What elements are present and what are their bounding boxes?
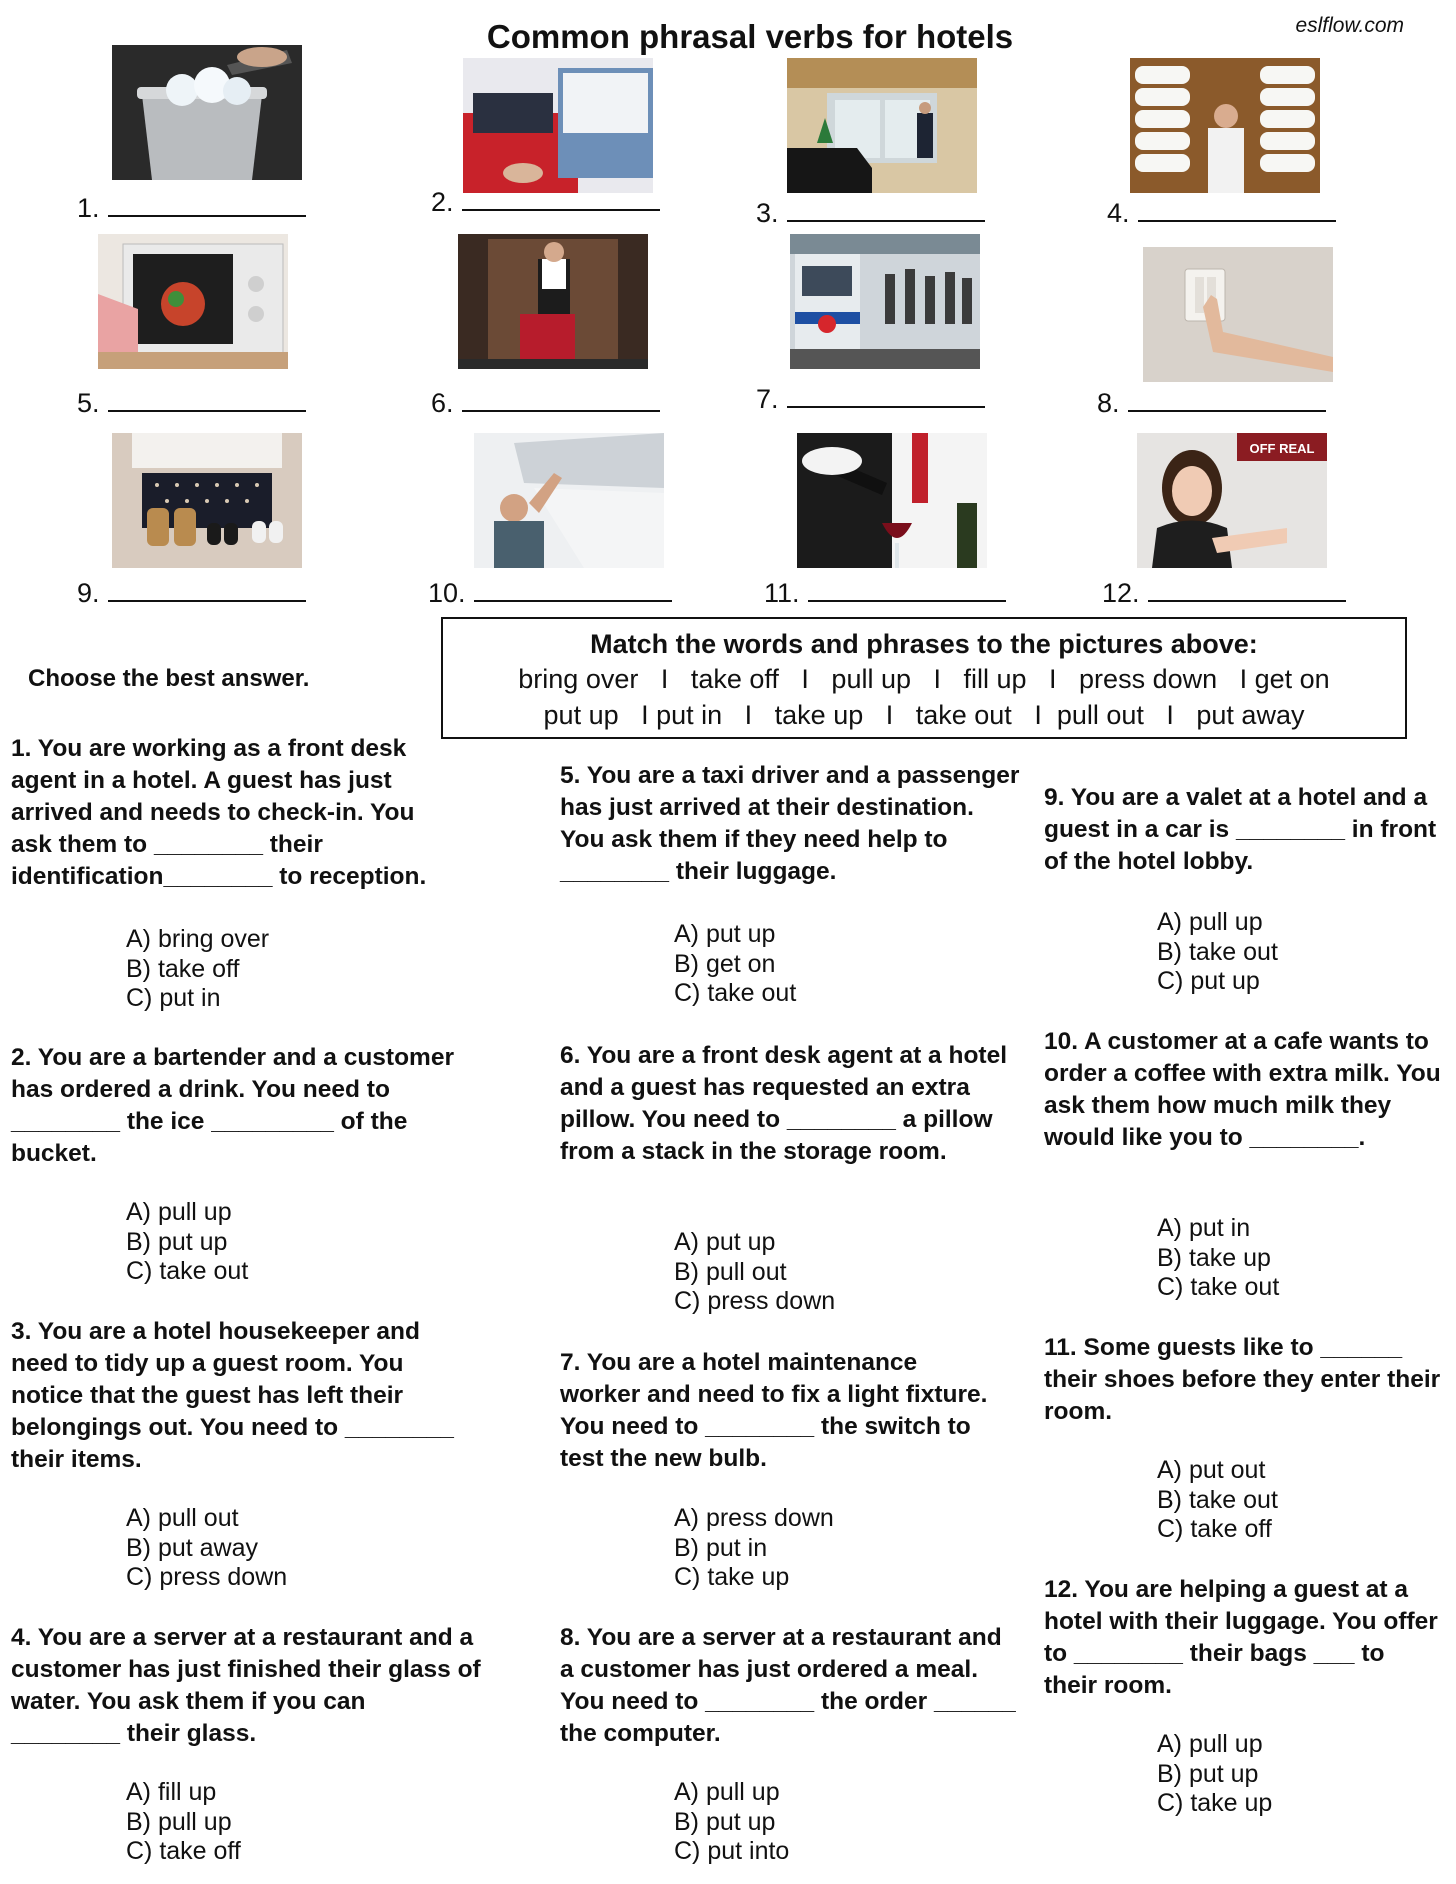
question-12: 12. You are helping a guest at a hotel with their luggage. You offer to ________ their bags ___ to their room.	[1044, 1576, 1438, 1699]
blank-4[interactable]	[1107, 198, 1336, 229]
site-watermark: eslflow.com	[1295, 14, 1404, 37]
question-2: 2. You are a bartender and a customer has ordered a drink. You need to ________ the ice _________ of the bucket.	[11, 1044, 454, 1167]
options-1	[126, 925, 269, 1014]
option-c[interactable]: C) press down	[674, 1287, 836, 1315]
blank-3[interactable]	[756, 198, 985, 229]
option-b[interactable]: B) take off	[126, 954, 240, 983]
options-12	[1157, 1730, 1272, 1819]
options-10	[1157, 1214, 1279, 1303]
picture-label: 12.	[1102, 578, 1140, 608]
instruction: Choose the best answer.	[28, 665, 310, 692]
options-4	[126, 1778, 241, 1867]
picture-label: 6.	[431, 388, 454, 418]
options-7	[674, 1504, 834, 1593]
option-b[interactable]: B) take out	[1157, 937, 1278, 966]
option-c[interactable]: C) take off	[126, 1837, 241, 1865]
option-c[interactable]: C) take out	[126, 1257, 249, 1285]
receptionist-icon	[1137, 433, 1327, 568]
option-a[interactable]: A) pull up	[1157, 1730, 1263, 1758]
option-a[interactable]: A) pull up	[126, 1198, 232, 1226]
page-title: Common phrasal verbs for hotels	[486, 18, 1014, 55]
option-c[interactable]: C) put into	[674, 1837, 790, 1865]
option-a[interactable]: A) pull up	[1157, 908, 1263, 936]
option-b[interactable]: B) take up	[1157, 1243, 1271, 1272]
wine-pour-icon	[797, 433, 987, 568]
question-10: 10. A customer at a cafe wants to order a coffee with extra milk. You ask them how much milk they would like you to ________.	[1044, 1028, 1441, 1151]
blank-11[interactable]	[764, 578, 1006, 609]
question-9: 9. You are a valet at a hotel and a guest in a car is ________ in front of the hotel lobby.	[1044, 784, 1437, 875]
picture-label: 7.	[756, 384, 779, 414]
options-2	[126, 1198, 248, 1287]
option-c[interactable]: C) take out	[674, 979, 797, 1007]
blank-12[interactable]	[1102, 578, 1346, 609]
question-3: 3. You are a hotel housekeeper and need to tidy up a guest room. You notice that the guest has left their belongings out. You need to ________ their items.	[11, 1318, 454, 1473]
option-c[interactable]: C) take off	[1157, 1515, 1272, 1543]
option-a[interactable]: A) put in	[1157, 1214, 1251, 1242]
option-a[interactable]: A) pull up	[674, 1778, 780, 1806]
pillow-stack-icon	[1130, 58, 1320, 193]
word-bank-line-1: bring over I take off I pull up I fill up I press down I get on	[518, 664, 1330, 694]
option-c[interactable]: C) take up	[674, 1563, 790, 1591]
option-b[interactable]: B) put up	[126, 1227, 228, 1256]
train-icon	[790, 234, 980, 369]
picture-label: 1.	[77, 193, 100, 223]
option-a[interactable]: A) put out	[1157, 1456, 1266, 1484]
overhead-bin-icon	[474, 433, 664, 568]
options-5	[674, 920, 796, 1009]
blank-1[interactable]	[77, 193, 306, 224]
blank-5[interactable]	[77, 388, 306, 419]
suitcase-icon	[463, 58, 653, 193]
question-5: 5. You are a taxi driver and a passenger has just arrived at their destination. You ask them if they need help to ________ their luggage.	[560, 762, 1020, 885]
option-c[interactable]: C) put in	[126, 984, 221, 1012]
option-c[interactable]: C) put up	[1157, 967, 1260, 995]
elevator-luggage-icon	[458, 234, 648, 369]
option-b[interactable]: B) get on	[674, 949, 776, 978]
picture-label: 10.	[428, 578, 466, 608]
option-b[interactable]: B) put away	[126, 1533, 259, 1562]
question-4: 4. You are a server at a restaurant and a customer has just finished their glass of water. You ask them if you can ________ their glass.	[11, 1624, 481, 1747]
question-8: 8. You are a server at a restaurant and a customer has just ordered a meal. You need to ________ the order ______ the computer.	[560, 1624, 1016, 1747]
options-11	[1157, 1456, 1278, 1545]
blank-2[interactable]	[431, 187, 660, 218]
option-c[interactable]: C) press down	[126, 1563, 288, 1591]
option-c[interactable]: C) take up	[1157, 1789, 1273, 1817]
ice-bucket-icon	[112, 45, 302, 180]
option-a[interactable]: A) bring over	[126, 925, 270, 953]
option-b[interactable]: B) put up	[1157, 1759, 1259, 1788]
picture-label: 8.	[1097, 388, 1120, 418]
shoes-doormat-icon	[112, 433, 302, 568]
options-9	[1157, 908, 1278, 997]
blank-6[interactable]	[431, 388, 660, 419]
picture-label: 9.	[77, 578, 100, 608]
picture-label: 5.	[77, 388, 100, 418]
option-b[interactable]: B) take out	[1157, 1485, 1278, 1514]
light-switch-icon	[1143, 247, 1333, 382]
question-1: 1. You are working as a front desk agent in a hotel. A guest has just arrived and needs to check-in. You ask them to ________ their identification________ to reception.	[11, 735, 427, 890]
option-a[interactable]: A) fill up	[126, 1778, 217, 1806]
picture-label: 11.	[764, 578, 800, 608]
picture-label: 3.	[756, 198, 779, 228]
question-7: 7. You are a hotel maintenance worker and need to fix a light fixture. You need to ________ the switch to test the new bulb.	[560, 1349, 988, 1472]
option-b[interactable]: B) pull out	[674, 1257, 787, 1286]
option-c[interactable]: C) take out	[1157, 1273, 1280, 1301]
option-b[interactable]: B) pull up	[126, 1807, 232, 1836]
option-a[interactable]: A) put up	[674, 1228, 776, 1256]
question-11: 11. Some guests like to ______ their shoes before they enter their room.	[1044, 1334, 1441, 1425]
blank-7[interactable]	[756, 384, 985, 415]
option-a[interactable]: A) pull out	[126, 1504, 239, 1532]
options-3	[126, 1504, 287, 1593]
blank-9[interactable]	[77, 578, 306, 609]
svg-text:OFF REAL: OFF REAL	[1249, 441, 1315, 456]
option-a[interactable]: A) press down	[674, 1504, 834, 1532]
option-b[interactable]: B) put in	[674, 1533, 768, 1562]
word-bank-line-2: put up I put in I take up I take out I pull out I put away	[543, 700, 1305, 730]
picture-label: 2.	[431, 187, 454, 217]
question-6: 6. You are a front desk agent at a hotel and a guest has requested an extra pillow. You need to ________ a pillow from a stack in the storage room.	[560, 1042, 1008, 1165]
hotel-car-icon	[787, 58, 977, 193]
options-6	[674, 1228, 835, 1317]
word-bank-box	[441, 617, 1407, 739]
option-b[interactable]: B) put up	[674, 1807, 776, 1836]
options-8	[674, 1778, 789, 1867]
blank-10[interactable]	[428, 578, 672, 609]
picture-label: 4.	[1107, 198, 1130, 228]
word-bank-heading: Match the words and phrases to the pictures above:	[590, 629, 1258, 659]
option-a[interactable]: A) put up	[674, 920, 776, 948]
microwave-icon	[98, 234, 288, 369]
blank-8[interactable]	[1097, 388, 1326, 419]
